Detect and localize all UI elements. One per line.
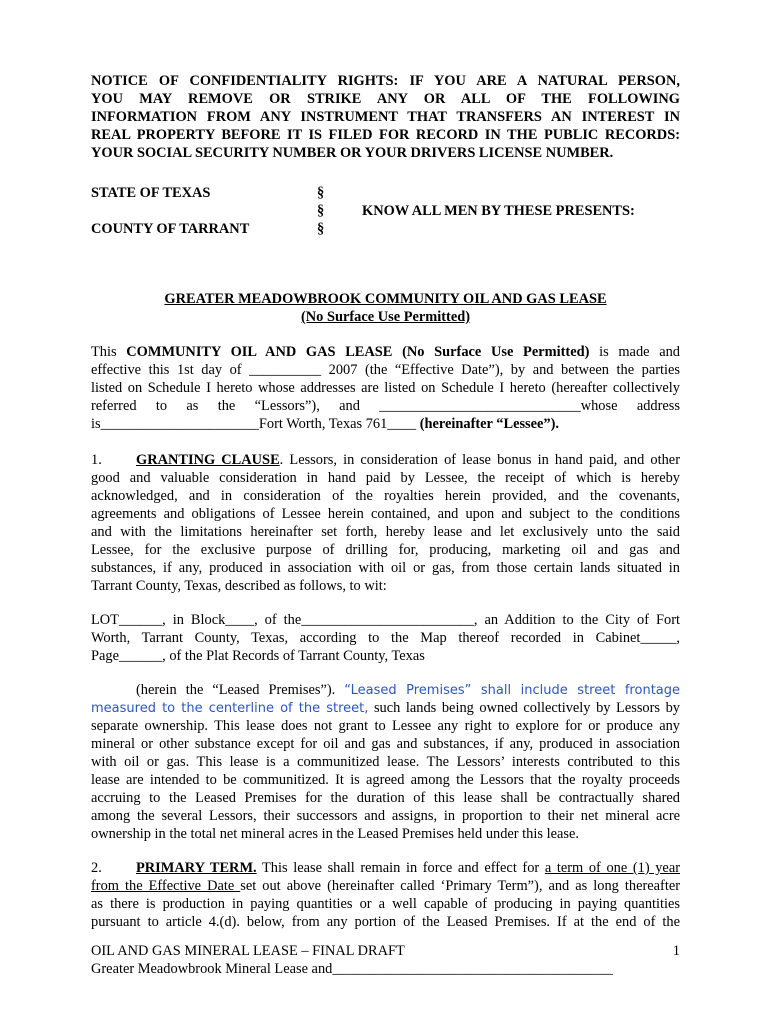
notice-line: REAL PROPERTY BEFORE IT IS FILED FOR RECORD IN THE PUBLIC RECORDS:	[91, 127, 680, 143]
lot-line: Worth, Tarrant County, Texas, according to the Map thereof recorded in Cabinet_____,	[91, 630, 680, 646]
clause-heading: PRIMARY TERM.	[136, 860, 257, 876]
clause-text: . Lessors, in consideration of lease bonus in hand paid, and other	[279, 452, 680, 468]
footer-subtitle: Greater Meadowbrook Mineral Lease and_______________________________________	[91, 961, 613, 977]
clause-text: set out above (hereinafter called ‘Primary Term”), and as long thereafter	[240, 878, 680, 894]
section-symbol: §	[317, 221, 325, 237]
clause-line: good and valuable consideration in hand paid by Lessee, the receipt of which is hereby	[91, 470, 680, 486]
granting-clause	[91, 451, 680, 595]
section-symbol: §	[317, 203, 325, 219]
premises-text: (herein the “Leased Premises”).	[136, 682, 345, 698]
term-text: a term of one (1) year	[544, 860, 681, 876]
primary-term-paragraph	[91, 859, 680, 931]
title-subtitle: (No Surface Use Permitted)	[300, 309, 471, 325]
lease-title	[91, 290, 680, 326]
intro-line: listed on Schedule I hereto whose addresses are listed on Schedule I hereto (hereafter collectively	[91, 380, 680, 396]
premises-inserted-text: measured to the centerline of the street,	[91, 701, 369, 716]
term-text: from the Effective Date	[91, 878, 241, 894]
notice-line: YOU MAY REMOVE OR STRIKE ANY OR ALL OF THE FOLLOWING	[91, 91, 680, 107]
section-symbol: §	[317, 185, 325, 201]
intro-paragraph	[91, 343, 680, 433]
intro-lease-name: COMMUNITY OIL AND GAS LEASE (No Surface Use Permitted)	[126, 344, 590, 360]
confidentiality-notice	[91, 72, 680, 162]
clause-line: and with the limitations hereinafter set forth, hereby lease and let exclusively unto the said	[91, 524, 680, 540]
title-main: GREATER MEADOWBROOK COMMUNITY OIL AND GAS LEASE	[164, 291, 607, 307]
premises-line: among the several Lessors, their successors and assigns, in proportion to their net mineral acre	[91, 808, 680, 824]
lot-line: LOT______, in Block____, of the________________________, an Addition to the City of Fort	[91, 612, 680, 628]
page-number: 1	[672, 943, 680, 959]
clause-number: 1.	[91, 452, 102, 468]
leased-premises-paragraph	[91, 681, 680, 843]
page-footer	[91, 942, 680, 978]
intro-line: referred to as the “Lessors”), and ____________________________whose address	[91, 398, 680, 414]
clause-line: Tarrant County, Texas, described as follows, to wit:	[91, 578, 387, 594]
premises-line: mineral or other substance except for oil and gas and substances, if any, produced in association	[91, 736, 680, 752]
clause-line: as there is production in paying quantities or a well capable of producing in paying quantities	[91, 896, 680, 912]
clause-line: substances, if any, produced in association with oil or gas, from those certain lands situated in	[91, 560, 680, 576]
clause-line: pursuant to article 4.(d). below, from any portion of the Leased Premises. If at the end of the	[91, 914, 680, 930]
clause-heading: GRANTING CLAUSE	[136, 452, 280, 468]
premises-line: lease are intended to be communitized. It is agreed among the Lessors that the royalty proceeds	[91, 772, 680, 788]
footer-title: OIL AND GAS MINERAL LEASE – FINAL DRAFT	[91, 943, 405, 959]
premises-line: accruing to the Leased Premises for the duration of this lease shall be contractually shared	[91, 790, 680, 806]
intro-text: is made and	[589, 344, 680, 360]
intro-line: effective this 1st day of __________ 2007 (the “Effective Date”), by and between the parties	[91, 362, 680, 378]
clause-text: This lease shall remain in force and effect for	[256, 860, 545, 876]
clause-number: 2.	[91, 860, 102, 876]
intro-text: is______________________Fort Worth, Texas 761____	[91, 416, 420, 432]
premises-inserted-text: “Leased Premises” shall include street frontage	[344, 683, 681, 698]
clause-line: acknowledged, and in consideration of the royalties herein provided, and the covenants,	[91, 488, 680, 504]
clause-line: Lessee, for the exclusive purpose of drilling for, producing, marketing oil and gas and	[91, 542, 680, 558]
intro-lessee-term: (hereinafter “Lessee”).	[419, 416, 560, 432]
notice-line: NOTICE OF CONFIDENTIALITY RIGHTS: IF YOU ARE A NATURAL PERSON,	[91, 73, 680, 89]
state-label: STATE OF TEXAS	[91, 185, 211, 201]
county-label: COUNTY OF TARRANT	[91, 221, 250, 237]
intro-text: This	[91, 344, 127, 360]
venue-caption	[91, 184, 680, 238]
premises-line: ownership in the total net mineral acres in the Leased Premises held under this lease.	[91, 826, 579, 842]
clause-line: agreements and obligations of Lessee herein contained, and upon and subject to the conditions	[91, 506, 680, 522]
lot-line: Page______, of the Plat Records of Tarrant County, Texas	[91, 648, 425, 664]
premises-text: such lands being owned collectively by Lessors by	[368, 700, 680, 716]
notice-line: INFORMATION FROM ANY INSTRUMENT THAT TRANSFERS AN INTEREST IN	[91, 109, 680, 125]
know-all-men-label: KNOW ALL MEN BY THESE PRESENTS:	[362, 203, 635, 219]
premises-line: separate ownership. This lease does not grant to Lessee any right to explore for or produce any	[91, 718, 680, 734]
notice-line: YOUR SOCIAL SECURITY NUMBER OR YOUR DRIVERS LICENSE NUMBER.	[91, 145, 614, 161]
premises-line: with oil or gas. This lease is a communitized lease. The Lessors’ interests contributed to this	[91, 754, 680, 770]
lot-description	[91, 611, 680, 665]
